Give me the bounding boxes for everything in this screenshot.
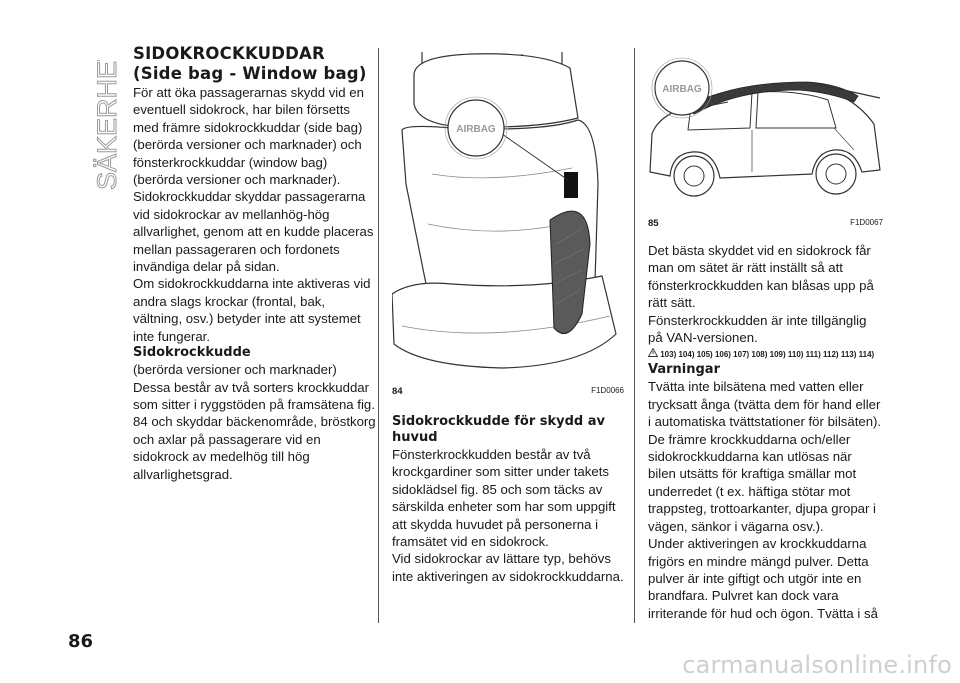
airbag-module bbox=[564, 172, 578, 198]
figure-code: F1D0066 bbox=[591, 386, 624, 395]
subsection-heading: Sidokrockkudde för skydd av huvud bbox=[392, 414, 606, 445]
paragraph: Dessa består av två sorters krockkuddar som sitter i ryggstöden på framsätena fig. 84 och skyddar bäckenområde, bröstkorg och axlar på passagerare vid en sidokrock av medelhög till hög allvarlighetsgrad. bbox=[133, 379, 376, 482]
seat-airbag-illustration bbox=[392, 44, 624, 379]
section-title-line2: (Side bag - Window bag) bbox=[133, 64, 367, 83]
paragraph: För att öka passagerarnas skydd vid en eventuell sidokrock, har bilen försetts med främre sidokrockkuddar (side bag) (berörda versioner och marknader) och fönsterkrockkuddar (window bag) (berörda versioner och marknader). bbox=[133, 85, 364, 188]
figure-code: F1D0067 bbox=[850, 218, 883, 227]
figure-caption bbox=[648, 218, 883, 229]
paragraph: Fönsterkrockkudden är inte tillgänglig på VAN-versionen. bbox=[648, 312, 867, 346]
page-number: 86 bbox=[68, 631, 94, 652]
figure-number: 85 bbox=[648, 218, 659, 229]
airbag-callout-label: AIRBAG bbox=[662, 84, 702, 95]
column-2 bbox=[392, 44, 624, 585]
warning-triangle-icon bbox=[648, 348, 658, 360]
paragraph: Fönsterkrockkudden består av två krockgardiner som sitter under takets sidoklädsel fig. 85 och som täcks av särskilda enheter som har som uppgift att skydda huvudet på personerna i framsätet vid en sidokrock. bbox=[392, 447, 616, 550]
car-window-airbag-illustration bbox=[648, 44, 883, 211]
column-divider-right bbox=[634, 48, 635, 623]
paragraph: De främre krockkuddarna och/eller sidokrockkuddarna kan utlösas när bilen utsätts för kraftiga smällar mot underredet (t ex. häftiga stötar mot trappsteg, trottoarkanter, djupa gropar i vägen, sänkor i vägarna osv.). bbox=[648, 431, 876, 534]
footer-watermark: carmanualsonline.info bbox=[682, 651, 952, 679]
subsection-heading: Varningar bbox=[648, 362, 720, 378]
figure-number: 84 bbox=[392, 386, 403, 397]
paragraph: Vid sidokrockar av lättare typ, behövs inte aktiveringen av sidokrockkuddarna. bbox=[392, 551, 624, 584]
section-side-tab bbox=[70, 60, 130, 200]
paragraph: Sidokrockkuddar skyddar passagerarna vid sidokrockar av mellanhög-hög allvarlighet, genom att en kudde placeras mellan passageraren och fordonets invändiga delar på sidan. bbox=[133, 189, 374, 275]
subsection-heading: Sidokrockkudde bbox=[133, 345, 251, 361]
warning-references bbox=[648, 348, 883, 360]
paragraph: Tvätta inte bilsätena med vatten eller trycksatt ånga (tvätta dem för hand eller i automatiska tvättstationer för bilsäten). bbox=[648, 379, 882, 430]
section-title-line1: SIDOKROCKKUDDAR bbox=[133, 44, 325, 63]
paragraph: Om sidokrockkuddarna inte aktiveras vid andra slags krockar (frontal, bak, vältning, osv.) betyder inte att systemet inte fungerar. bbox=[133, 276, 371, 344]
figure-84 bbox=[392, 44, 624, 397]
figure-caption bbox=[392, 386, 624, 397]
paragraph: Det bästa skyddet vid en sidokrock får man om sätet är rätt inställt så att fönsterkrockkudden kan blåsas upp på rätt sätt. bbox=[648, 243, 874, 311]
column-1 bbox=[133, 44, 376, 483]
warning-reference-list: 103) 104) 105) 106) 107) 108) 109) 110) 111) 112) 113) 114) bbox=[660, 350, 875, 360]
paragraph: (berörda versioner och marknader) bbox=[133, 362, 337, 378]
section-tab-label: SÄKERHET bbox=[92, 60, 122, 190]
section-title bbox=[133, 44, 376, 84]
paragraph: Under aktiveringen av krockkuddarna frigörs en mindre mängd pulver. Detta pulver är inte giftigt och utgör inte en brandfara. Pulvret kan dock vara irriterande för hud och ögon. Tvätta i så bbox=[648, 536, 878, 621]
column-divider-left bbox=[378, 48, 379, 623]
figure-85 bbox=[648, 44, 883, 229]
column-3 bbox=[648, 44, 883, 622]
airbag-callout-label: AIRBAG bbox=[456, 124, 496, 135]
